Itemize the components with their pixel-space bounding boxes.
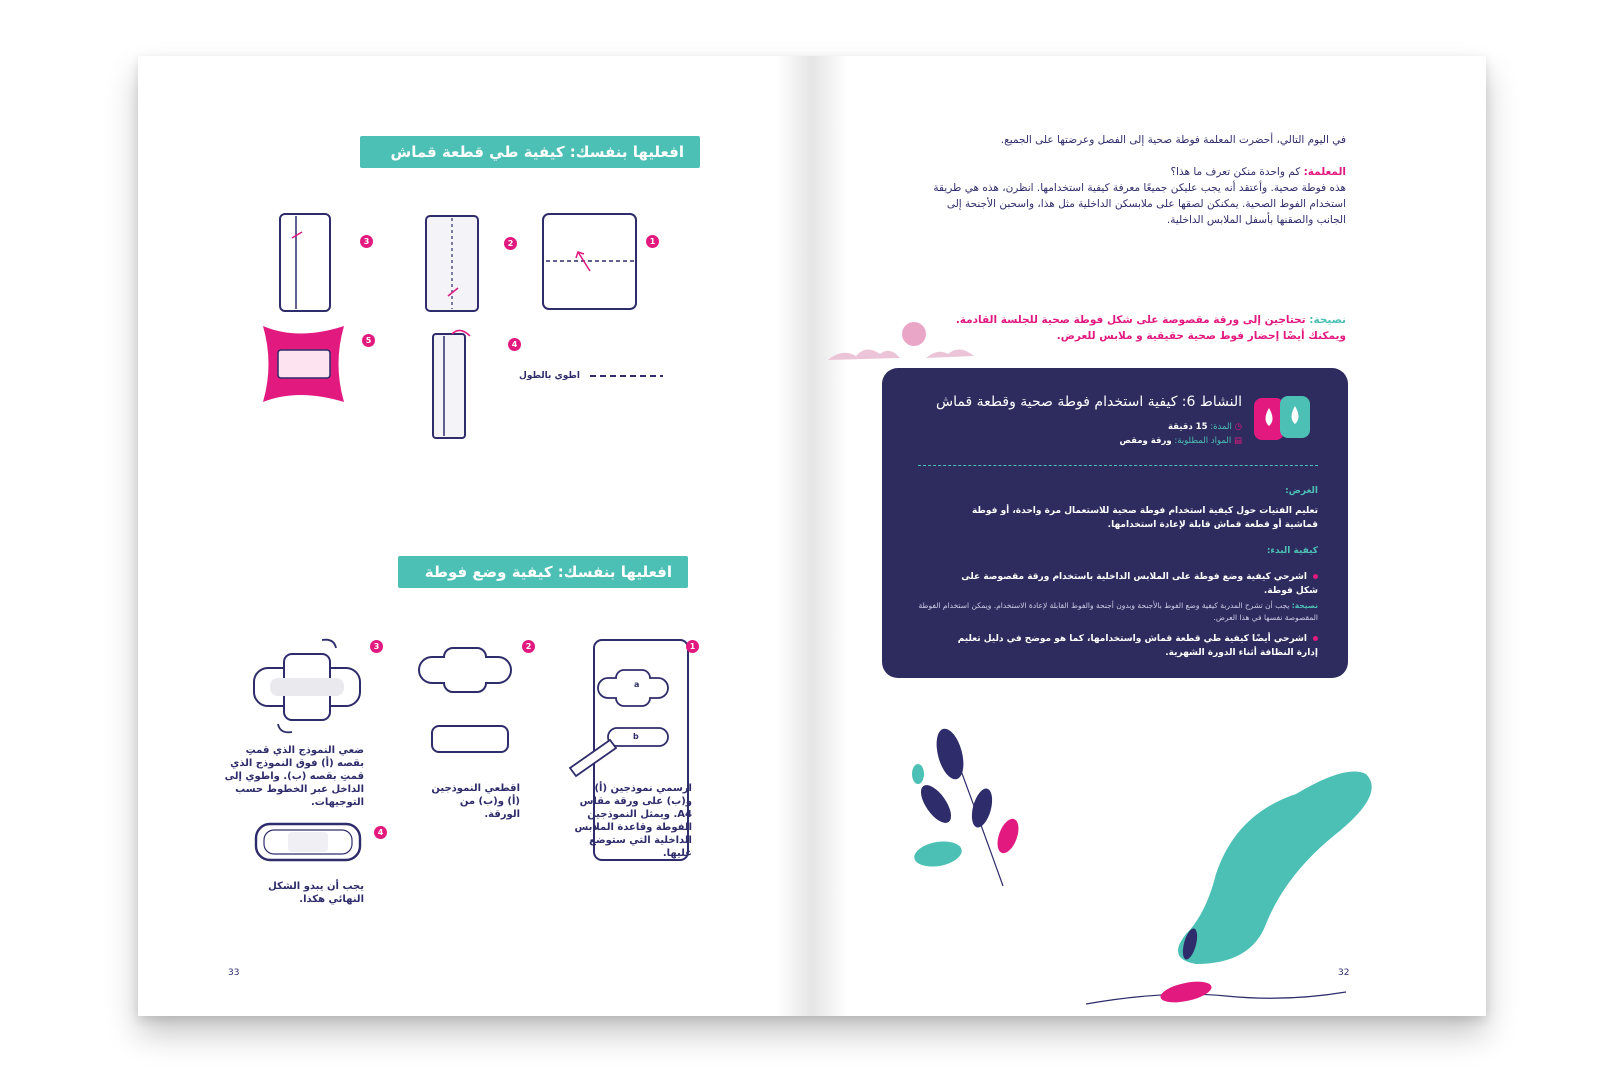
pad-step4-caption: يجب أن يبدو الشكل النهائي هكذا. (268, 881, 364, 905)
tip-label: نصيحة: (1309, 314, 1346, 326)
cloth-fold-illustrations (238, 196, 678, 456)
banner-fold-cloth: افعليها بنفسك: كيفية طي قطعة قماش (360, 136, 700, 168)
bullet-icon (1313, 636, 1318, 641)
decorative-leaves (908, 726, 1028, 896)
document-icon: ▤ (1233, 436, 1242, 446)
note-label: نصيحة: (1291, 601, 1318, 610)
fold-step2-icon (426, 216, 478, 311)
fold-step1-icon (543, 214, 636, 309)
pad-step2-icon (419, 648, 511, 752)
bullet-text-2: اشرحي أيضًا كيفية طي قطعة قماش واستخدامها، كما هو موضح في دليل تعليم إدارة النظافة أثناء الدورة الشهرية. (957, 634, 1318, 658)
fold-step3-icon (280, 214, 330, 311)
purpose-heading: الغرض: (1285, 486, 1318, 496)
teacher-question-line (928, 164, 1346, 180)
gutter-shadow (776, 56, 812, 1016)
fold-step4-icon (433, 330, 470, 438)
activity-materials (1120, 436, 1243, 446)
page-number-left: 33 (228, 968, 240, 978)
activity-divider (918, 465, 1318, 466)
page-number-right: 32 (1338, 968, 1350, 978)
drops-icon (1254, 396, 1312, 442)
materials-value: ورقة ومقص (1119, 436, 1172, 446)
pad-step3-caption: ضعي النموذج الذي قمتِ بقصه (أ) فوق النموذج الذي قمتِ بقصه (ب). واطوي إلى الداخل عبر الخطوط حسب التوجيهات. (224, 745, 364, 808)
teacher-paragraph: هذه فوطة صحية. وأعتقد أنه يجب عليكن جميعًا معرفة كيفية استخدامها. انظرن، هذه هي طريقة استخدام الفوط الصحية. يمكنكن لصقها على ملابسكن الداخلية مثل هذا، واسحبن الأجنحة إلى الجانب والصقنها بأسفل الملابس الداخلية. (933, 182, 1346, 226)
pattern-label-a: a (634, 680, 640, 689)
note-text: يجب أن تشرح المدربة كيفية وضع الفوط بالأجنحة وبدون أجنحة والفوط القابلة لإعادة الاستخدام. ويمكن استخدام الفوطة المقصوصة نفسها في هذا العرض. (918, 601, 1318, 622)
gutter-shadow (812, 56, 848, 1016)
how-heading: كيفية البدء: (1266, 546, 1318, 556)
teacher-question: كم واحدة منكن تعرف ما هذا؟ (1170, 166, 1301, 178)
fold-legend-label: اطوي بالطول (519, 371, 580, 381)
duration-label: المدة: (1210, 422, 1232, 432)
bullet-item-2 (938, 632, 1318, 660)
pad-step-badge: 4 (374, 826, 387, 839)
fold-step-badge: 2 (504, 237, 517, 250)
activity-title: النشاط 6: كيفية استخدام فوطة صحية وقطعة قماش (936, 394, 1242, 410)
clock-icon: ◷ (1234, 422, 1242, 432)
bullet-icon (1313, 574, 1318, 579)
pattern-label-b: b (633, 732, 639, 741)
bullet-text-1: اشرحي كيفية وضع فوطة على الملابس الداخلية باستخدام ورقة مقصوصة على شكل فوطة. (961, 572, 1318, 596)
pad-step-badge: 2 (522, 640, 535, 653)
tip-line2: ويمكنك أيضًا إحضار فوط صحية حقيقية و ملابس للعرض. (1056, 330, 1346, 342)
pad-step2-caption: اقطعي النموذجين (أ) و(ب) من الورقة. (431, 783, 520, 820)
activity-duration (1168, 422, 1242, 432)
intro-text: في اليوم التالي، أحضرت المعلمة فوطة صحية إلى الفصل وعرضتها على الجميع. (1000, 134, 1346, 146)
purpose-text: تعليم الفتيات حول كيفية استخدام فوطة صحية للاستعمال مرة واحدة، أو فوطة قماشية أو قطعة قماش قابلة لإعادة استخدامها. (971, 506, 1318, 530)
fold-step-badge: 1 (646, 235, 659, 248)
teacher-label: المعلمة: (1303, 166, 1346, 178)
pad-step-badge: 3 (370, 640, 383, 653)
fold-step5-icon (263, 326, 344, 402)
left-page (138, 56, 812, 1016)
duration-value: 15 دقيقة (1168, 422, 1208, 432)
pad-step4-icon (256, 824, 360, 860)
activity-card (882, 368, 1348, 678)
pad-step-badge: 1 (686, 640, 699, 653)
pad-step1-caption: ارسمي نموذجين (أ) و(ب) على ورقة مقاس A4. ويمثل النموذجين الفوطة وقاعدة الملابس الداخلية التي ستوضع عليها. (574, 783, 692, 859)
pad-step3-icon (254, 640, 360, 733)
open-booklet (138, 56, 1486, 1016)
fold-step-badge: 4 (508, 338, 521, 351)
materials-label: المواد المطلوبة: (1174, 436, 1232, 446)
activity-note (918, 600, 1318, 624)
fold-step-badge: 5 (362, 334, 375, 347)
banner-place-pad: افعليها بنفسك: كيفية وضع فوطة (398, 556, 688, 588)
tip-text-1: تحتاجين إلى ورقة مقصوصة على شكل فوطة صحية للجلسة القادمة. (955, 314, 1306, 326)
fold-step-badge: 3 (360, 235, 373, 248)
bullet-item-1 (938, 570, 1318, 598)
